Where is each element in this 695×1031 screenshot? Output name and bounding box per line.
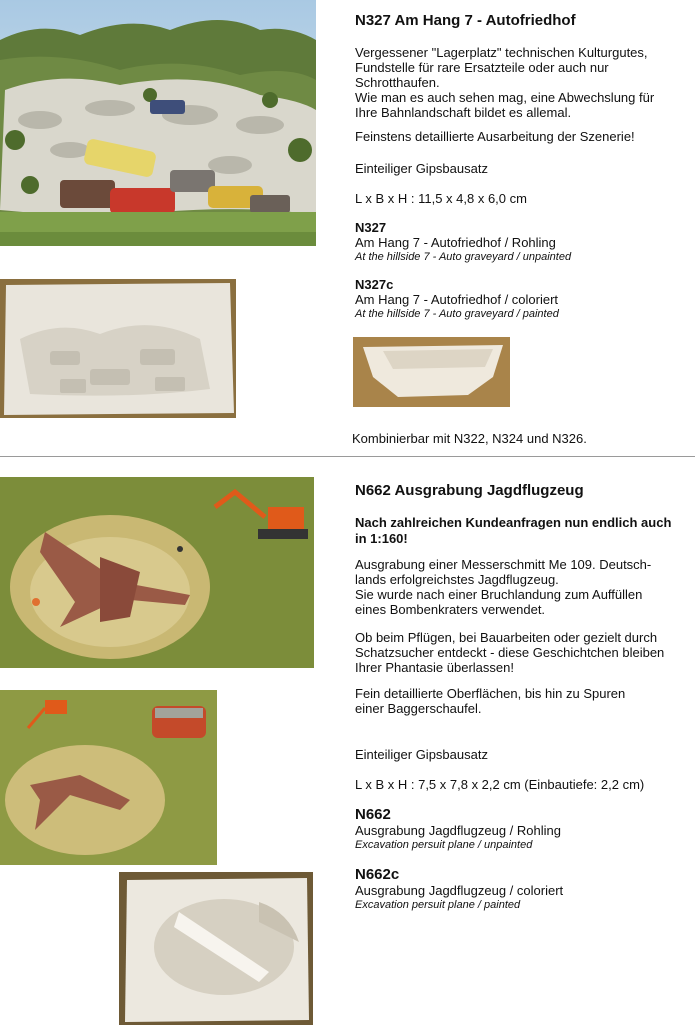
variant-name-en: At the hillside 7 - Auto graveyard / painted — [355, 308, 559, 320]
n662-p3-line: Fein detaillierte Oberflächen, bis hin zu Spuren — [355, 686, 626, 701]
variant-code: N662c — [355, 866, 400, 883]
variant-name-de: Am Hang 7 - Autofriedhof / Rohling — [355, 235, 556, 250]
n662-unpainted-photo — [119, 872, 313, 1025]
n662-intro-line: Nach zahlreichen Kundeanfragen nun endlich auch — [355, 515, 672, 530]
n662-paragraph-2 — [355, 630, 664, 675]
n662-p2-line: Ob beim Pflügen, bei Bauarbeiten oder gezielt durch — [355, 630, 658, 645]
n662-intro-line: in 1:160! — [355, 531, 408, 546]
variant-code: N662 — [355, 806, 391, 823]
variant-code: N327c — [355, 277, 394, 292]
variant-name-en: At the hillside 7 - Auto graveyard / unpainted — [355, 251, 572, 263]
n662-paragraph-1 — [355, 557, 651, 617]
n662-p1-line: Ausgrabung einer Messerschmitt Me 109. Deutsch- — [355, 557, 652, 572]
n327-desc-line: Ihre Bahnlandschaft bildet es allemal. — [355, 105, 572, 120]
n662-kit: Einteiliger Gipsbausatz — [355, 747, 488, 762]
n327-title: N327 Am Hang 7 - Autofriedhof — [355, 12, 576, 29]
n662-p3-line: einer Baggerschaufel. — [355, 701, 482, 716]
n327-painted-photo — [0, 0, 316, 246]
n327-desc-line: Schrotthaufen. — [355, 75, 440, 90]
variant-name-de: Am Hang 7 - Autofriedhof / coloriert — [355, 292, 559, 307]
n327-desc-line: Fundstelle für rare Ersatzteile oder auch nur — [355, 60, 609, 75]
variant-name-de: Ausgrabung Jagdflugzeug / Rohling — [355, 823, 561, 838]
variant-name-en: Excavation persuit plane / unpainted — [355, 839, 533, 851]
n662-p1-line: eines Bombenkraters verwendet. — [355, 602, 546, 617]
n327-desc-line: Wie man es auch sehen mag, eine Abwechslung für — [355, 90, 655, 105]
n662-intro — [355, 515, 671, 547]
n662-paragraph-3 — [355, 686, 625, 716]
n662-overview-photo — [0, 690, 217, 865]
section-divider — [0, 456, 695, 457]
variant-name-de: Ausgrabung Jagdflugzeug / coloriert — [355, 883, 564, 898]
n327-variant-painted — [355, 277, 559, 321]
variant-name-en: Excavation persuit plane / painted — [355, 899, 521, 911]
n327-kit: Einteiliger Gipsbausatz — [355, 161, 488, 176]
n327-side-photo — [353, 337, 510, 407]
n662-title: N662 Ausgrabung Jagdflugzeug — [355, 482, 584, 499]
n662-painted-photo — [0, 477, 314, 668]
n662-p2-line: Schatzsucher entdeckt - diese Geschichtchen bleiben — [355, 645, 665, 660]
n662-variant-painted — [355, 866, 563, 912]
n327-unpainted-photo — [0, 279, 236, 418]
n662-p1-line: lands erfolgreichstes Jagdflugzeug. — [355, 572, 559, 587]
n662-variant-unpainted — [355, 806, 561, 852]
n327-description — [355, 45, 654, 120]
n327-variant-unpainted — [355, 220, 571, 264]
n662-p2-line: Ihrer Phantasie überlassen! — [355, 660, 514, 675]
n327-detail: Feinstens detaillierte Ausarbeitung der Szenerie! — [355, 129, 635, 144]
variant-code: N327 — [355, 220, 387, 235]
n327-combination-note: Kombinierbar mit N322, N324 und N326. — [352, 431, 587, 446]
n662-p1-line: Sie wurde nach einer Bruchlandung zum Auffüllen — [355, 587, 643, 602]
n327-desc-line: Vergessener "Lagerplatz" technischen Kulturgutes, — [355, 45, 648, 60]
n327-dimensions: L x B x H : 11,5 x 4,8 x 6,0 cm — [355, 191, 527, 206]
n662-dimensions: L x B x H : 7,5 x 7,8 x 2,2 cm (Einbautiefe: 2,2 cm) — [355, 777, 645, 792]
